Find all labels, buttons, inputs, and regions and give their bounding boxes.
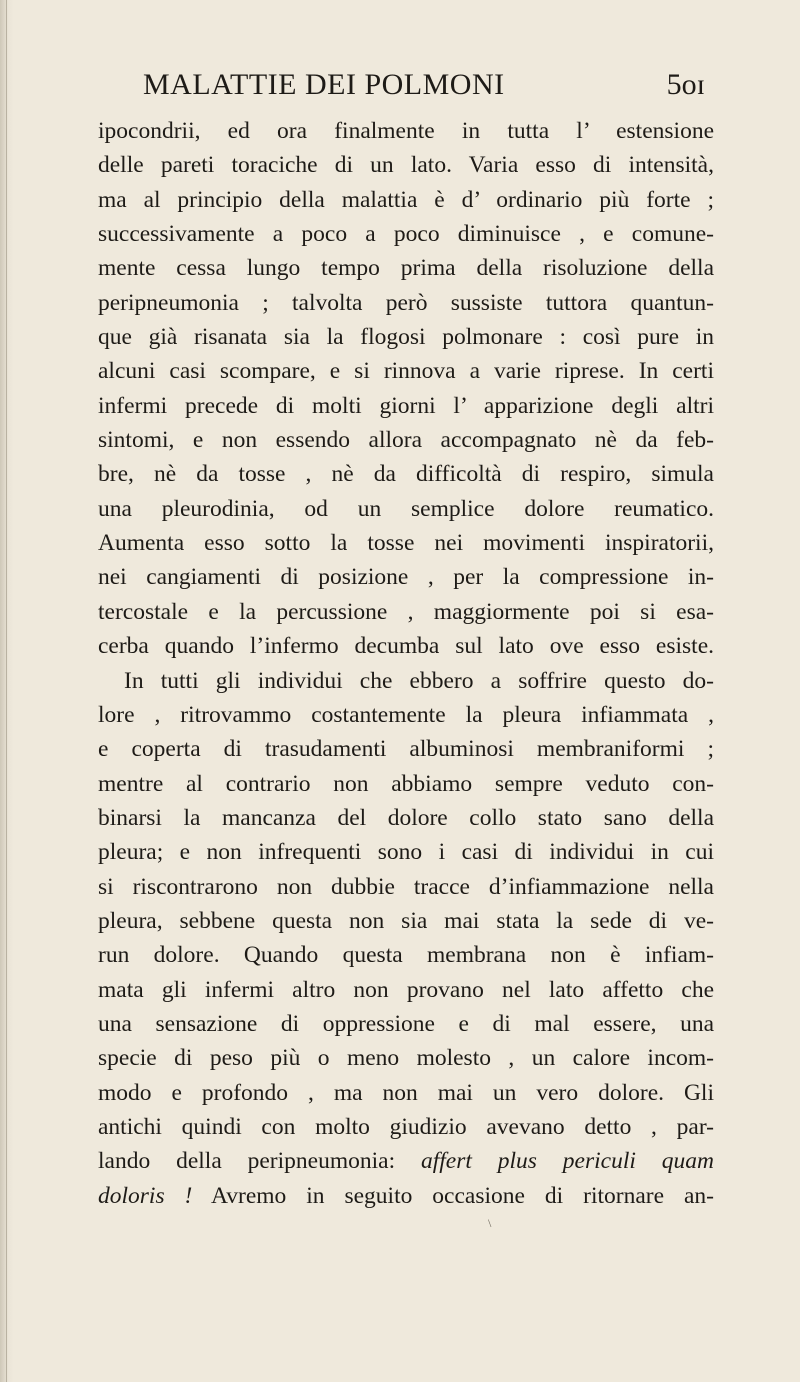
running-title: MALATTIE DEI POLMONI <box>143 68 505 101</box>
latin-quote: doloris ! <box>98 1182 193 1209</box>
text-line: lore , ritrovammo costantemente la pleura infiammata , <box>98 701 714 728</box>
page-edge <box>6 0 7 1382</box>
text-line: nei cangiamenti di posizione , per la compressione in- <box>98 564 714 591</box>
text-line-paragraph-start: In tutti gli individui che ebbero a soffrire questo do- <box>124 667 714 694</box>
text-line: tercostale e la percussione , maggiormente poi si esa- <box>98 598 714 625</box>
text-line: una pleurodinia, od un semplice dolore reumatico. <box>98 495 714 522</box>
text-line: una sensazione di oppressione e di mal essere, una <box>98 1010 714 1037</box>
body-text <box>98 114 714 1213</box>
page-header <box>143 68 705 108</box>
text-line: run dolore. Quando questa membrana non è infiam- <box>98 942 714 969</box>
text-line: Aumenta esso sotto la tosse nei movimenti inspiratorii, <box>98 530 714 557</box>
text-line: sintomi, e non essendo allora accompagnato nè da feb- <box>98 427 714 454</box>
text-fragment: Avremo in seguito occasione di ritornare an- <box>211 1182 714 1209</box>
text-line: delle pareti toraciche di un lato. Varia esso di intensità, <box>98 152 714 179</box>
text-line: binarsi la mancanza del dolore collo stato sano della <box>98 804 714 831</box>
page-number: 5oɪ <box>666 68 705 101</box>
text-line: bre, nè da tosse , nè da difficoltà di respiro, simula <box>98 461 714 488</box>
text-line: e coperta di trasudamenti albuminosi membraniformi ; <box>98 736 714 763</box>
page-binding-shadow <box>0 0 14 1382</box>
latin-quote: affert plus periculi quam <box>420 1148 714 1175</box>
text-line: ipocondrii, ed ora finalmente in tutta l’ estensione <box>98 118 714 144</box>
text-line: mente cessa lungo tempo prima della risoluzione della <box>98 255 714 282</box>
text-line: mata gli infermi altro non provano nel lato affetto che <box>98 976 714 1003</box>
text-line: pleura, sebbene questa non sia mai stata la sede di ve- <box>98 907 714 934</box>
text-line: modo e profondo , ma non mai un vero dolore. Gli <box>98 1079 714 1106</box>
text-line: que già risanata sia la flogosi polmonare : così pure in <box>98 324 714 351</box>
text-line: cerba quando l’infermo decumba sul lato ove esso esiste. <box>98 633 714 660</box>
text-line <box>98 1179 714 1213</box>
text-line: pleura; e non infrequenti sono i casi di individui in cui <box>98 839 714 866</box>
text-line: specie di peso più o meno molesto , un calore incom- <box>98 1045 714 1072</box>
text-line: si riscontrarono non dubbie tracce d’infiammazione nella <box>98 873 714 900</box>
text-fragment: lando della peripneumonia: <box>98 1148 396 1175</box>
text-line <box>98 1144 714 1178</box>
text-line: ma al principio della malattia è d’ ordinario più forte ; <box>98 186 714 213</box>
text-line: alcuni casi scompare, e si rinnova a varie riprese. In certi <box>98 358 714 385</box>
text-line: peripneumonia ; talvolta però sussiste tuttora quantun- <box>98 289 714 316</box>
text-line: antichi quindi con molto giudizio avevano detto , par- <box>98 1113 714 1140</box>
text-line: mentre al contrario non abbiamo sempre veduto con- <box>98 770 714 797</box>
text-line: successivamente a poco a poco diminuisce , e comune- <box>98 221 714 248</box>
stray-print-mark: \ <box>488 1216 492 1230</box>
text-line: infermi precede di molti giorni l’ apparizione degli altri <box>98 392 714 419</box>
